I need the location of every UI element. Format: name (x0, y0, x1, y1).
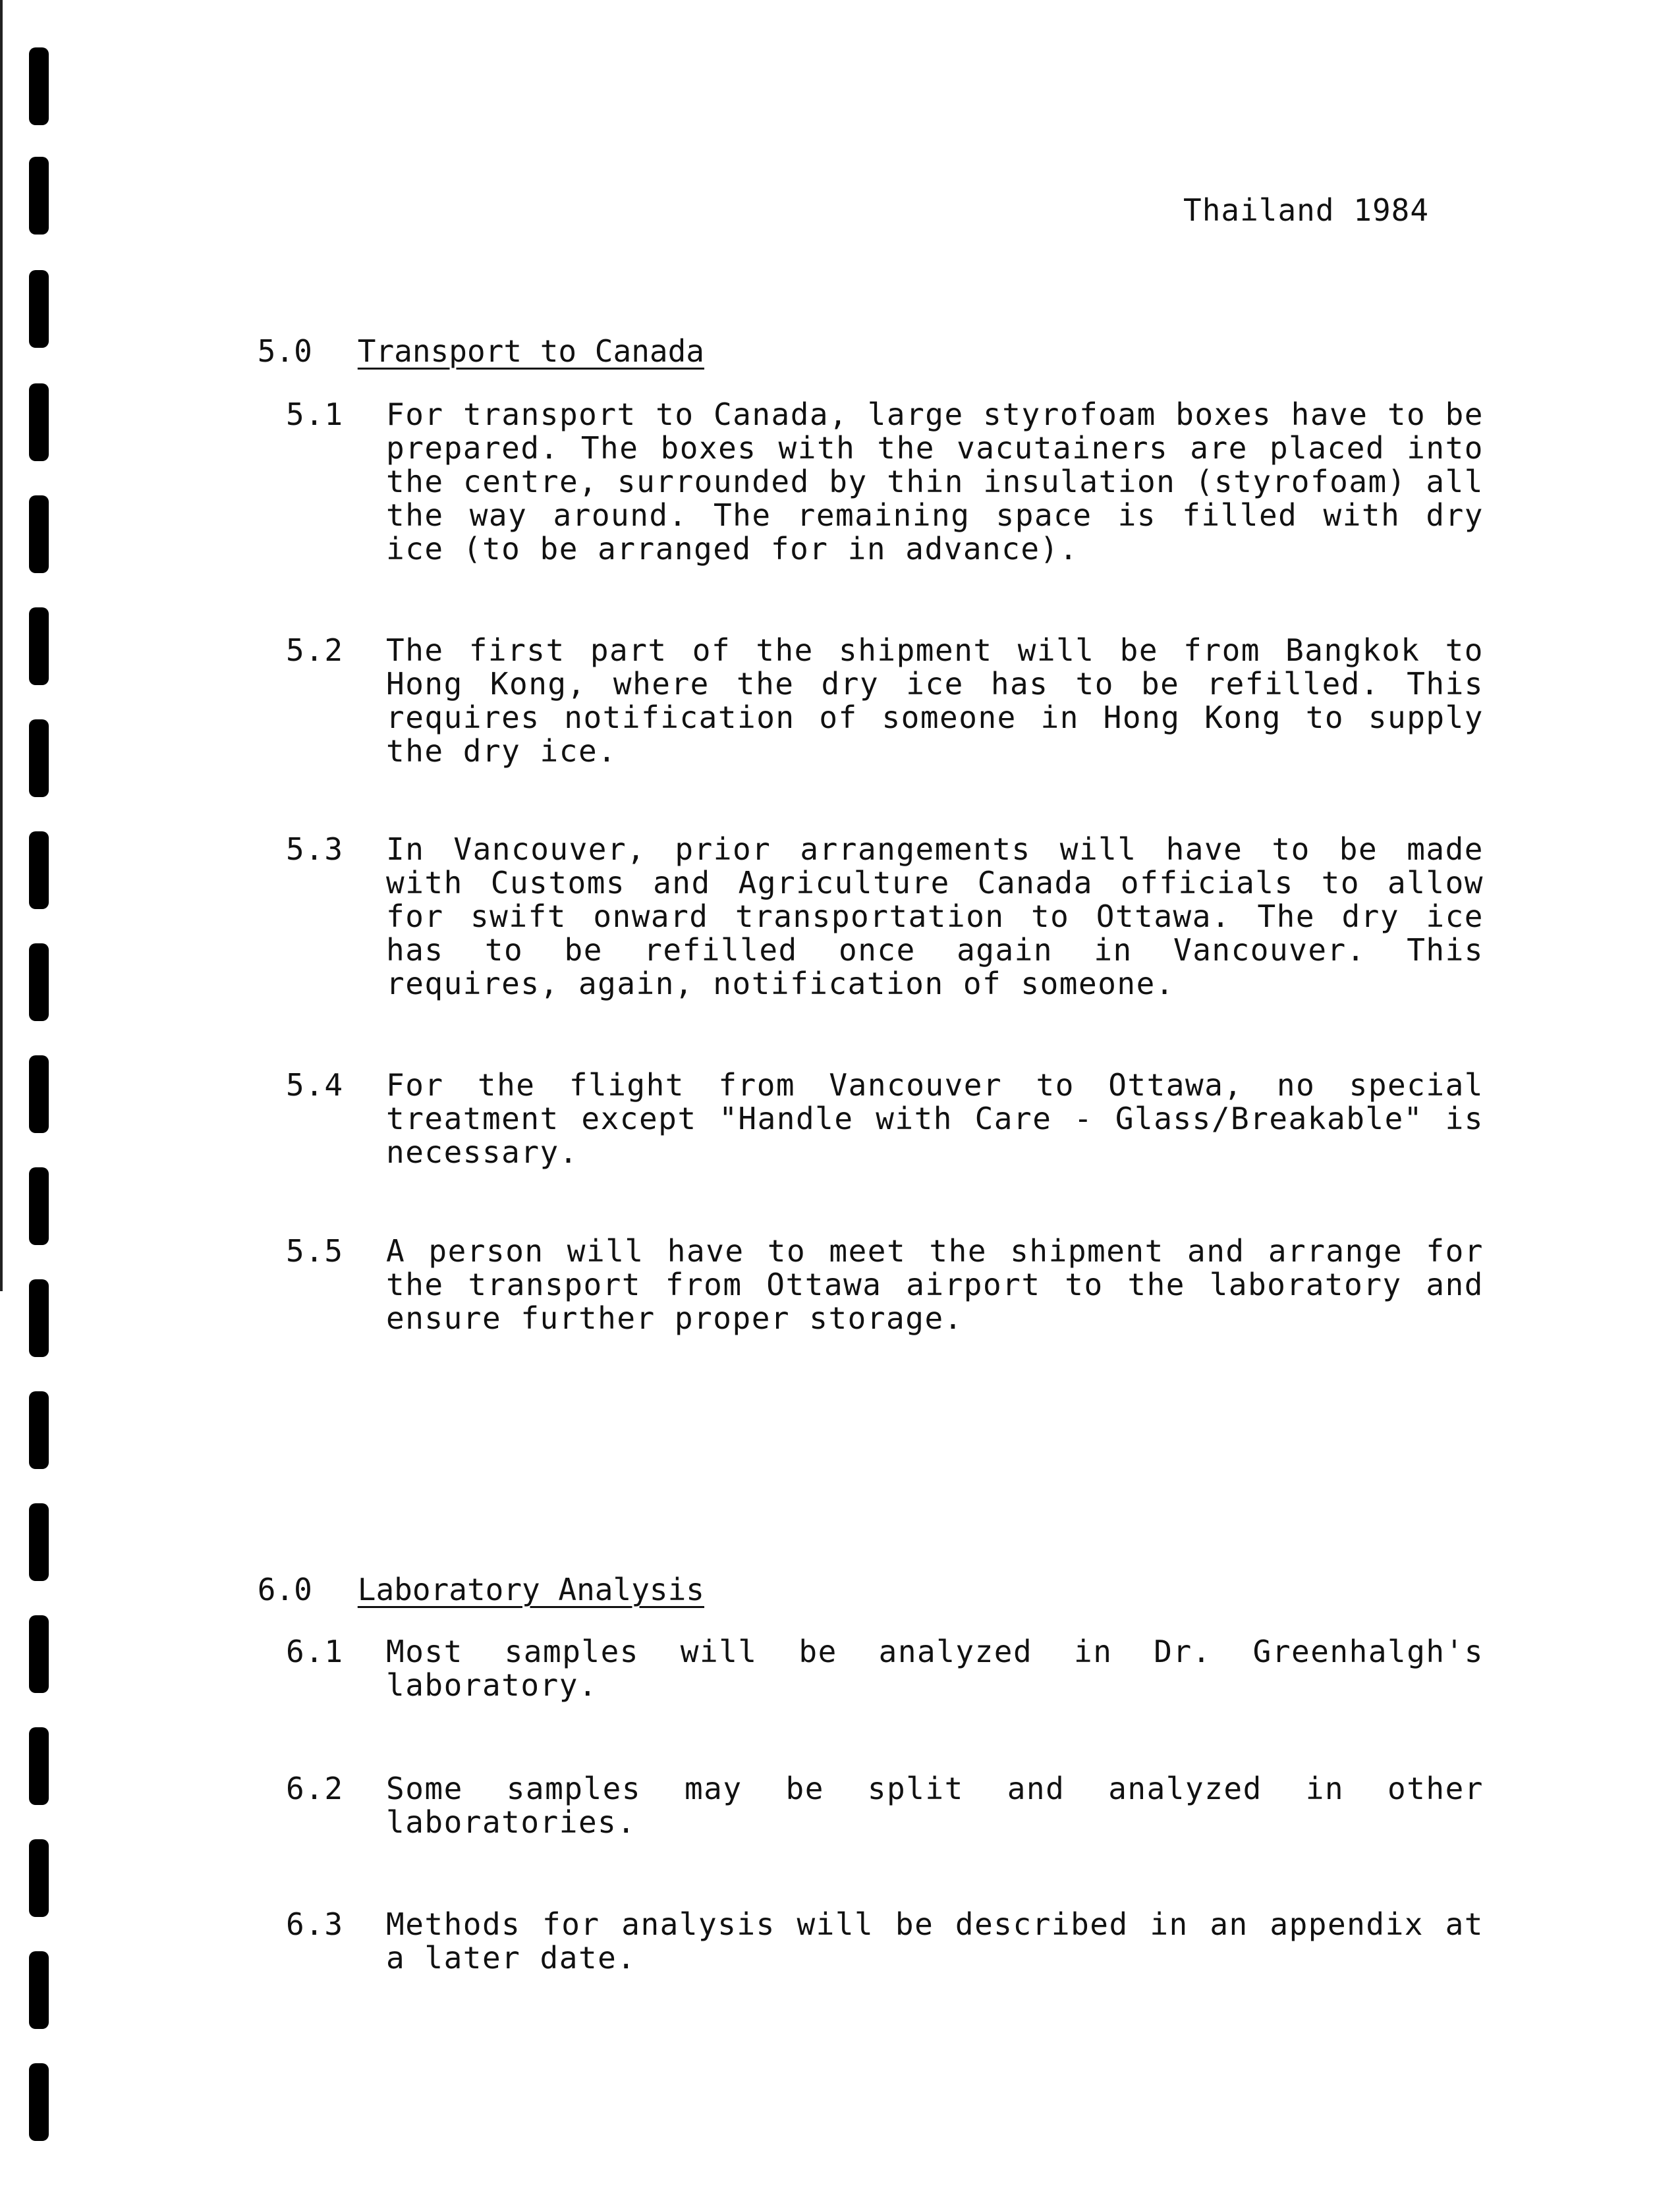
section-title: Transport to Canada (357, 333, 704, 369)
binding-hole (29, 270, 49, 348)
binding-hole (29, 943, 49, 1021)
binding-hole (29, 383, 49, 461)
list-item (286, 1772, 1492, 1839)
item-text: In Vancouver, prior arrangements will have to be made with Customs and Agriculture Canada officials to allow for swift onward transportation to Ottawa. The dry ice has to be refilled once again in Vancouver. This requires, again, notification of someone. (386, 831, 1484, 1001)
section-heading (184, 1536, 704, 1643)
section-heading (184, 298, 704, 404)
section-number: 6.0 (257, 1572, 312, 1607)
item-text: The first part of the shipment will be from Bangkok to Hong Kong, where the dry ice has to be refilled. This requires notification of someone in Hong Kong to supply the dry ice. (386, 632, 1484, 769)
list-item (286, 634, 1492, 768)
binding-hole (29, 1503, 49, 1581)
list-item (286, 1235, 1492, 1335)
item-number: 5.5 (286, 1233, 344, 1269)
binding-hole (29, 47, 49, 125)
page-header-label: Thailand 1984 (1183, 192, 1430, 228)
item-number: 5.4 (286, 1067, 344, 1103)
binding-hole (29, 1279, 49, 1357)
binding-hole (29, 719, 49, 797)
section-title: Laboratory Analysis (357, 1572, 704, 1607)
list-item (286, 1908, 1492, 1975)
item-text: For transport to Canada, large styrofoam boxes have to be prepared. The boxes with the vacutainers are placed into the centre, surrounded by thin insulation (styrofoam) all the way around. The remaining space is filled with dry ice (to be arranged for in advance). (386, 397, 1484, 567)
binding-hole (29, 2063, 49, 2141)
item-number: 6.1 (286, 1634, 344, 1669)
binding-hole (29, 157, 49, 235)
item-number: 5.1 (286, 397, 344, 432)
item-text: For the flight from Vancouver to Ottawa, no special treatment except "Handle with Care - Glass/Breakable" is necessary. (386, 1067, 1484, 1170)
section-number: 5.0 (257, 333, 312, 369)
binding-hole (29, 1839, 49, 1917)
binding-hole (29, 607, 49, 685)
item-number: 5.2 (286, 632, 344, 668)
item-number: 6.3 (286, 1906, 344, 1942)
binding-hole (29, 1055, 49, 1133)
list-item (286, 1635, 1492, 1702)
item-text: Some samples may be split and analyzed in other laboratories. (386, 1771, 1484, 1840)
binding-hole (29, 1727, 49, 1805)
list-item (286, 398, 1492, 566)
item-number: 5.3 (286, 831, 344, 867)
item-text: Most samples will be analyzed in Dr. Greenhalgh's laboratory. (386, 1634, 1484, 1703)
list-item (286, 833, 1492, 1001)
binding-hole (29, 1615, 49, 1693)
item-text: A person will have to meet the shipment and arrange for the transport from Ottawa airport to the laboratory and ensure further proper storage. (386, 1233, 1484, 1336)
binding-edge-line (0, 0, 3, 1291)
list-item (286, 1069, 1492, 1169)
binding-hole (29, 1167, 49, 1245)
binding-hole (29, 495, 49, 573)
binding-hole (29, 831, 49, 909)
item-number: 6.2 (286, 1771, 344, 1806)
item-text: Methods for analysis will be described in an appendix at a later date. (386, 1906, 1484, 1976)
binding-hole (29, 1391, 49, 1469)
binding-hole (29, 1951, 49, 2029)
